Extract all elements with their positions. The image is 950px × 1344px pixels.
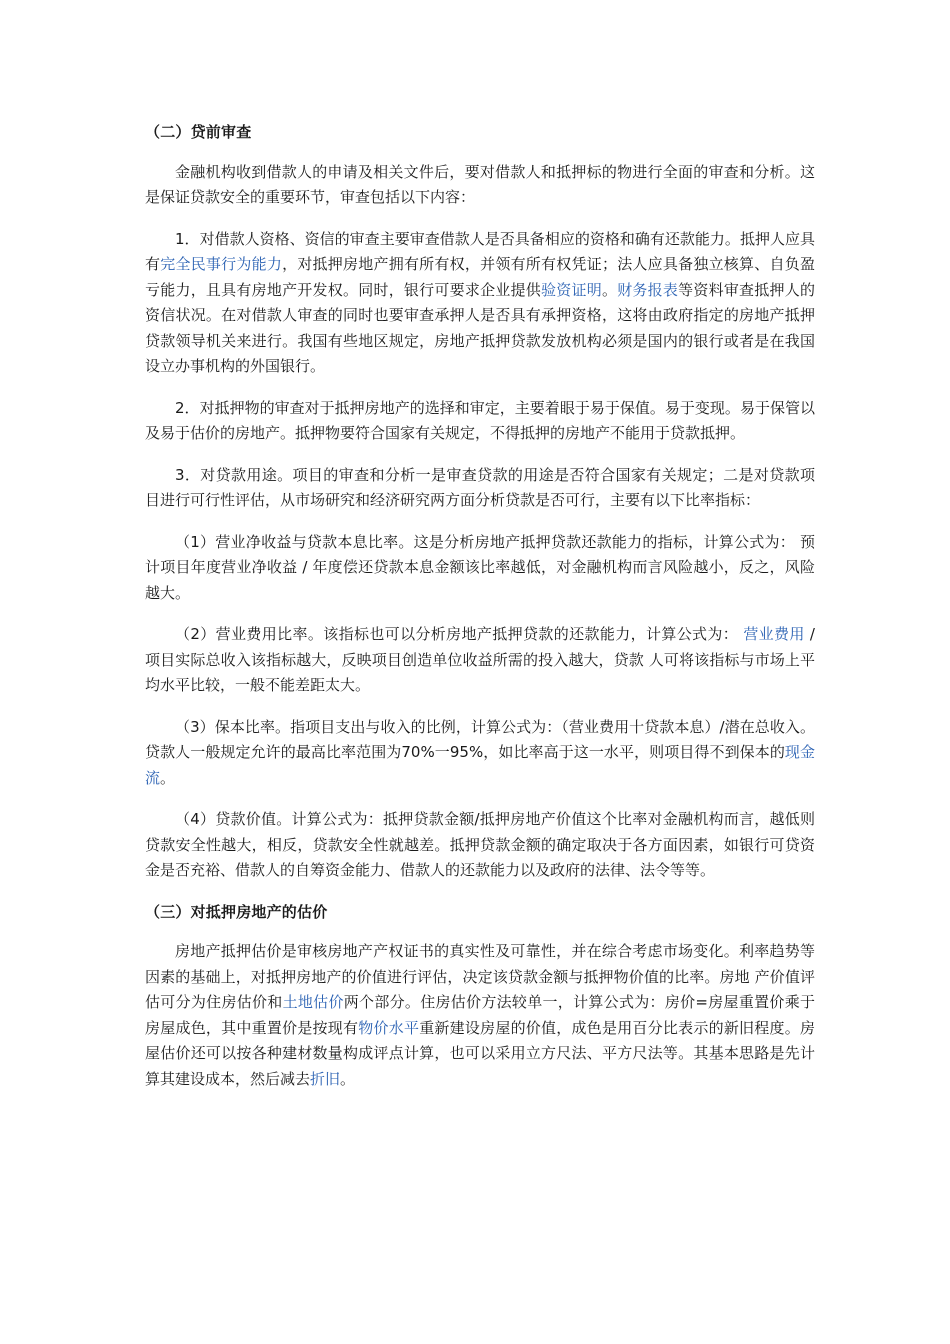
link-financial-statements[interactable]: 财务报表 (617, 280, 679, 299)
link-price-level[interactable]: 物价水平 (358, 1018, 420, 1037)
paragraph-intro (145, 160, 815, 211)
section-heading-valuation: （三）对抵押房地产的估价 (145, 902, 328, 921)
text-run: 重新建设房屋的价值，成色是用百分比表示的新旧程度。房屋估价还可以按各种建材数量构成评点计算，也可以采用立方尺法、平方尺法等。其基本思路是先计算其建设成本，然后减去 (145, 1018, 815, 1088)
text-run: 。 (601, 280, 618, 299)
text-run: 金融机构收到借款人的申请及相关文件后，要对借款人和抵押标的物进行全面的审查和分析。这是保证贷款安全的重要环节，审查包括以下内容： (145, 162, 815, 206)
text-run: 2．对抵押物的审查对于抵押房地产的选择和审定，主要着眼于易于保值。易于变现。易于保管以及易于估价的房地产。抵押物要符合国家有关规定，不得抵押的房地产不能用于贷款抵押。 (145, 398, 815, 442)
text-run: 房地产抵押估价是审核房地产产权证书的真实性及可靠性，并在综合考虑市场变化。利率趋势等因素的基础上，对抵押房地产的价值进行评估，决定该贷款金额与抵押物价值的比率。房地 产价值评估可分为住房估价和 (145, 942, 815, 1011)
paragraph-item-2 (145, 396, 815, 447)
link-cash-flow[interactable]: 现金流 (145, 743, 815, 787)
paragraph-ratio-1 (145, 530, 815, 607)
paragraph-ratio-3 (145, 715, 815, 792)
paragraph-item-3 (145, 463, 815, 514)
link-operating-expenses[interactable]: 营业费用 (743, 625, 805, 643)
paragraph-valuation (145, 939, 815, 1092)
document-page (145, 120, 815, 1108)
text-run: ，对抵押房地产拥有所有权，并领有所有权凭证；法人应具备独立核算、自负盈亏能力，且具有房地产开发权。同时，银行可要求企业提供 (145, 255, 815, 299)
link-land-valuation[interactable]: 土地估价 (282, 993, 344, 1011)
link-full-civil-capacity[interactable]: 完全民事行为能力 (160, 255, 283, 273)
text-run: （2）营业费用比率。该指标也可以分析房地产抵押贷款的还款能力，计算公式为： (175, 625, 744, 643)
text-run: 两个部分。住房估价方法较单一，计算公式为：房价=房屋重置价乘于房屋成色，其中重置价是按现有 (145, 993, 815, 1037)
text-run: / 项目实际总收入该指标越大，反映项目创造单位收益所需的投入越大，贷款 人可将该指标与市场上平均水平比较，一般不能差距太大。 (145, 625, 815, 694)
text-run: 。 (160, 768, 176, 787)
paragraph-ratio-2 (145, 622, 815, 699)
link-capital-verification[interactable]: 验资证明 (541, 280, 602, 299)
text-run: 等资料审查抵押人的资信状况。在对借款人审查的同时也要审查承押人是否具有承押资格，这将由政府指定的房地产抵押贷款领导机关来进行。我国有些地区规定，房地产抵押贷款发放机构必须是国内的银行或者是在我国设立办事机构的外国银行。 (145, 280, 815, 375)
text-run: 1．对借款人资格、资信的审查主要审查借款人是否具备相应的资格和确有还款能力。抵押人应具有 (145, 229, 815, 273)
text-run: 3．对贷款用途。项目的审查和分析一是审查贷款的用途是否符合国家有关规定；二是对贷款项 目进行可行性评估，从市场研究和经济研究两方面分析贷款是否可行，主要有以下比率指标： (145, 465, 815, 509)
section-heading-pre-loan-review: （二）贷前审查 (145, 123, 252, 141)
paragraph-ratio-4 (145, 807, 815, 884)
text-run: 。 (340, 1069, 356, 1088)
text-run: （4）贷款价值。计算公式为：抵押贷款金额/抵押房地产价值这个比率对金融机构而言，越低则贷款安全性越大，相反，贷款安全性就越差。抵押贷款金额的确定取决于各方面因素，如银行可贷资金是否充裕、借款人的自筹资金能力、借款人的还款能力以及政府的法律、法令等等。 (145, 810, 815, 879)
link-depreciation[interactable]: 折旧 (310, 1069, 341, 1088)
text-run: （1）营业净收益与贷款本息比率。这是分析房地产抵押贷款还款能力的指标，计算公式为： 预计项目年度营业净收益 / 年度偿还贷款本息金额该比率越低，对金融机构而言风险越小，反之，风险越大。 (145, 532, 815, 602)
paragraph-item-1 (145, 227, 815, 380)
text-run: （3）保本比率。指项目支出与收入的比例，计算公式为：（营业费用十贷款本息）/潜在总收入。贷款人一般规定允许的最高比率范围为70%一95%，如比率高于这一水平，则项目得不到保本的 (145, 717, 815, 761)
